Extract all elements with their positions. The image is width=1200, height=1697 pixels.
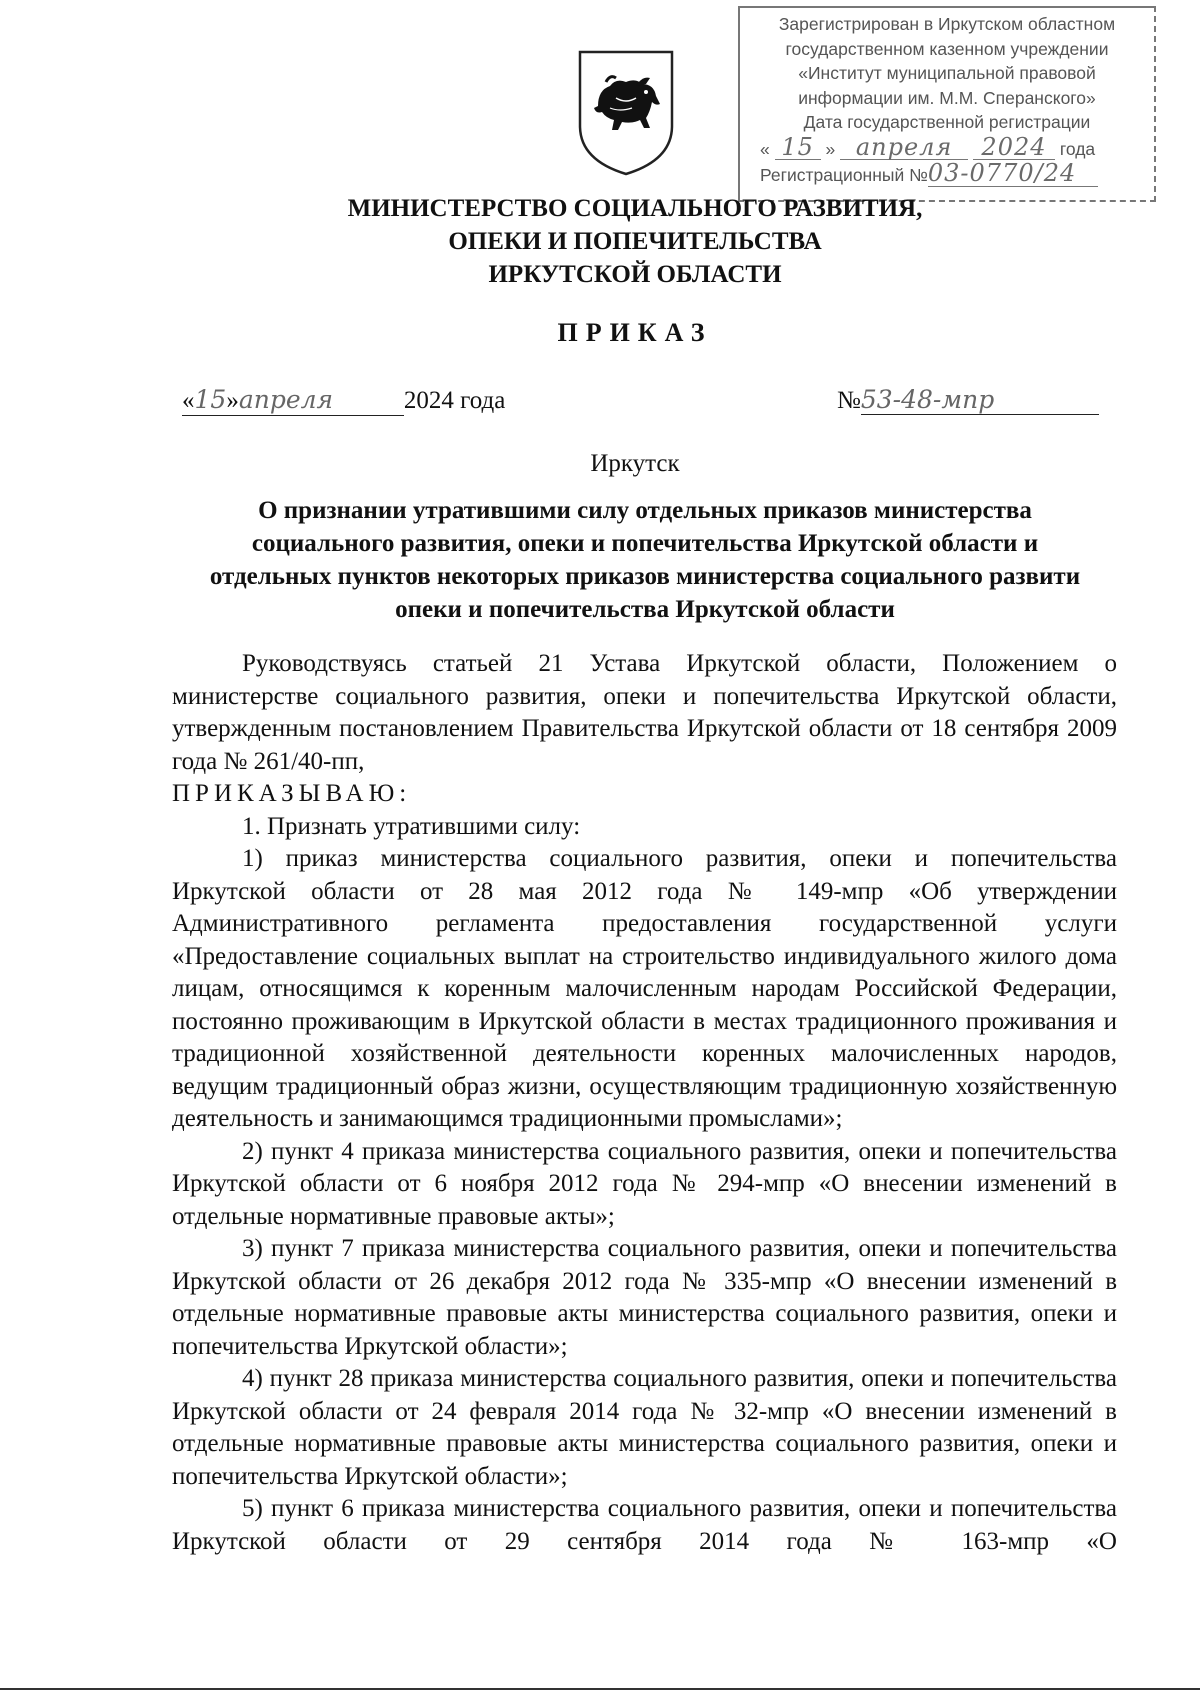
number-value: 53-48-мпр — [861, 385, 1099, 415]
title-line: отдельных пунктов некоторых приказов министерства социального развити — [209, 563, 1081, 590]
title-line: опеки и попечительства Иркутской области — [395, 596, 895, 623]
stamp-date-year: 2024 — [973, 135, 1055, 161]
ministry-line: ИРКУТСКОЙ ОБЛАСТИ — [488, 261, 782, 288]
stamp-line: «Институт муниципальной правовой — [798, 63, 1096, 83]
order-title — [150, 494, 1140, 626]
stamp-date-close-quote: » — [825, 138, 836, 159]
date-open-quote: « — [182, 387, 195, 414]
subclause-paragraph: 5) пункт 6 приказа министерства социального развития, опеки и попечительства Иркутской области от 29 сентября 2014 года № 163-мпр «О — [172, 1495, 1117, 1555]
date-close-quote: » — [226, 387, 239, 414]
stamp-line: информации им. М.М. Сперанского» — [798, 87, 1096, 108]
stamp-line: государственном казенном учреждении — [785, 38, 1109, 59]
page-bottom-rule — [0, 1688, 1200, 1690]
stamp-reg-number: 03-0770/24 — [928, 161, 1098, 187]
stamp-date-month: апреля — [840, 135, 968, 161]
order-date-handwritten — [182, 385, 404, 416]
subclause-paragraph: 2) пункт 4 приказа министерства социального развития, опеки и попечительства Иркутской области от 6 ноября 2012 года № 294-мпр «О внесении изменений в отдельные нормативные правовые акты»; — [172, 1137, 1117, 1230]
preamble-paragraph: Руководствуясь статьей 21 Устава Иркутской области, Положением о министерстве социального развития, опеки и попечительства Иркутской области, утвержденным постановлением Правительства Иркутской области от 18 сентября 2009 года № 261/40-пп, — [172, 650, 1117, 775]
stamp-date-open-quote: « — [760, 138, 770, 159]
clause-paragraph: 1. Признать утратившими силу: — [242, 812, 581, 840]
order-body — [172, 648, 1117, 1558]
ministry-header — [0, 192, 1200, 291]
stamp-line: Дата государственной регистрации — [803, 112, 1091, 132]
document-type-heading: ПРИКАЗ — [557, 318, 713, 347]
ministry-line: МИНИСТЕРСТВО СОЦИАЛЬНОГО РАЗВИТИЯ, — [347, 195, 923, 222]
stamp-reg-label: Регистрационный № — [760, 165, 928, 185]
ministry-line: ОПЕКИ И ПОПЕЧИТЕЛЬСТВА — [448, 228, 822, 255]
subclause-paragraph: 3) пункт 7 приказа министерства социального развития, опеки и попечительства Иркутской области от 26 декабря 2012 года № 335-мпр «О внесении изменений в отдельные нормативные правовые акты министерства социального развития, опеки и попечительства Иркутской области»; — [172, 1235, 1117, 1360]
stamp-date-day: 15 — [775, 135, 821, 161]
stamp-registration-number — [740, 161, 1154, 188]
order-directive: ПРИКАЗЫВАЮ: — [172, 780, 412, 807]
city-name: Иркутск — [590, 450, 680, 477]
subclause-paragraph: 4) пункт 28 приказа министерства социального развития, опеки и попечительства Иркутской области от 24 февраля 2014 года № 32-мпр «О внесении изменений в отдельные нормативные правовые акты министерства социального развития, опеки и попечительства Иркутской области»; — [172, 1365, 1117, 1490]
date-month: апреля — [238, 385, 334, 414]
date-day: 15 — [194, 385, 227, 414]
stamp-date-suffix: года — [1059, 138, 1096, 159]
coat-of-arms-emblem — [576, 48, 676, 178]
subclause-paragraph: 1) приказ министерства социального развития, опеки и попечительства Иркутской области от 28 мая 2012 года № 149-мпр «Об утверждении Административного регламента предоставления государственной услуги «Предоставление социальных выплат на строительство индивидуального жилого дома лицам, относящимся к коренным малочисленным народам Российской Федерации, постоянно проживающим в Иркутской области в местах традиционного проживания и традиционной хозяйственной деятельности коренных малочисленных народов, ведущим традиционный образ жизни, осуществляющим традиционную хозяйственную деятельность и занимающимся традиционными промыслами»; — [172, 845, 1117, 1132]
registration-stamp — [738, 6, 1156, 202]
title-line: О признании утратившими силу отдельных приказов министерства — [258, 497, 1032, 524]
order-date — [182, 385, 505, 416]
stamp-registration-date — [740, 132, 1154, 162]
order-number — [837, 385, 1099, 415]
number-sign: № — [837, 387, 861, 414]
date-year: 2024 года — [403, 387, 506, 414]
title-line: социального развития, опеки и попечительства Иркутской области и — [251, 530, 1039, 557]
stamp-line: Зарегистрирован в Иркутском областном — [778, 14, 1116, 34]
